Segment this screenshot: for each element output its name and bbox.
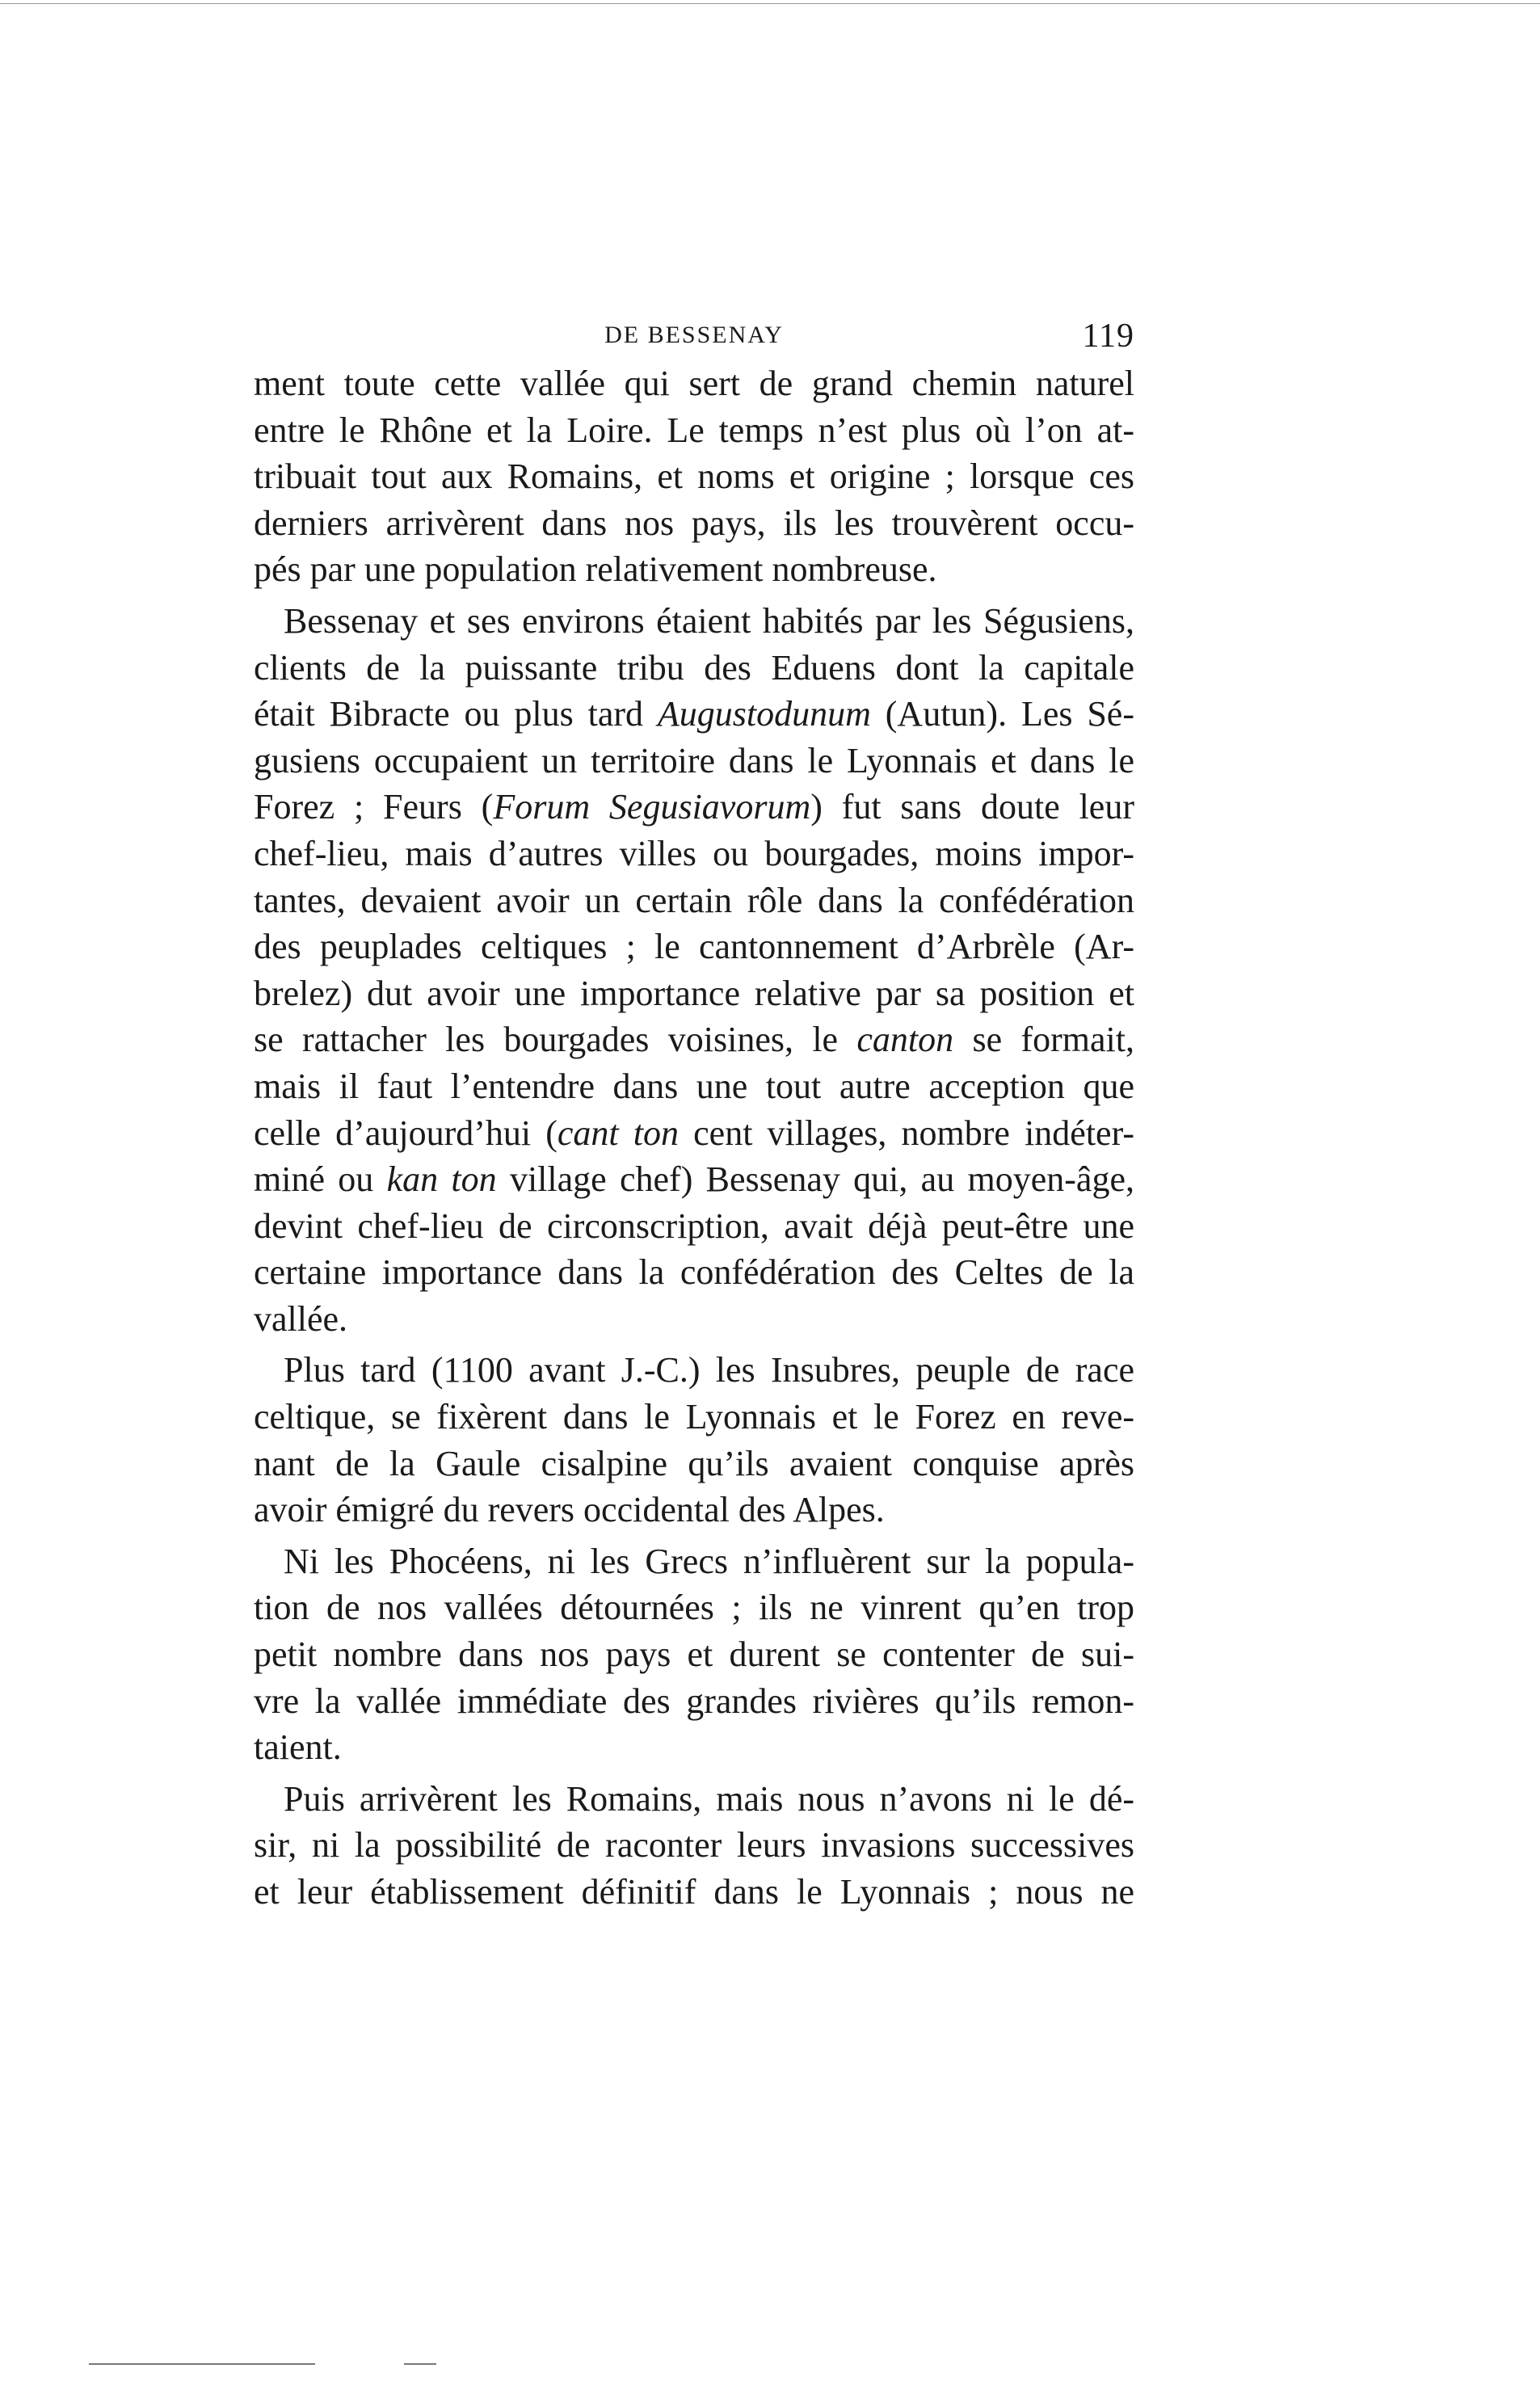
paragraph (254, 1347, 1134, 1533)
text-line: et leur établissement définitif dans le Lyonnais ; nous ne (254, 1872, 1134, 1912)
italic-term: kan ton (386, 1159, 497, 1200)
text-line: des peuplades celtiques ; le cantonnement d’Arbrèle (Ar- (254, 927, 1134, 967)
text-line: taient. (254, 1727, 342, 1768)
scan-edge-top (0, 3, 1540, 4)
text-line: tantes, devaient avoir un certain rôle dans la confédération (254, 880, 1134, 920)
text-line: gusiens occupaient un territoire dans le Lyonnais et dans le (254, 740, 1134, 780)
text-line: vre la vallée immédiate des grandes rivières qu’ils remon- (254, 1681, 1134, 1721)
text-line: ment toute cette vallée qui sert de grand chemin naturel (254, 364, 1134, 403)
text-line: Puis arrivèrent les Romains, mais nous n’avons ni le dé- (284, 1778, 1134, 1819)
text-line: brelez) dut avoir une importance relative par sa position et (254, 973, 1134, 1013)
text-line: se rattacher les bourgades voisines, le canton se formait, (254, 1020, 1134, 1060)
text-line: tion de nos vallées détournées ; ils ne vinrent qu’en trop (254, 1588, 1134, 1628)
text-line: vallée. (254, 1298, 348, 1339)
running-title: DE BESSENAY (604, 322, 784, 348)
text-line: Ni les Phocéens, ni les Grecs n’influèrent sur la popula- (284, 1541, 1134, 1581)
page-number: 119 (1082, 318, 1134, 355)
text-line: petit nombre dans nos pays et durent se contenter de sui- (254, 1634, 1134, 1675)
text-line: Plus tard (1100 avant J.-C.) les Insubres, peuple de race (284, 1350, 1134, 1390)
text-line: miné ou kan ton village chef) Bessenay qui, au moyen-âge, (254, 1159, 1134, 1200)
paragraph (254, 360, 1134, 593)
italic-term: Forum Segusiavorum (493, 787, 811, 827)
text-line: chef-lieu, mais d’autres villes ou bourgades, moins impor- (254, 833, 1134, 873)
scan-edge-bottom-mark (404, 2363, 436, 2365)
italic-term: canton (856, 1020, 954, 1060)
text-line: Bessenay et ses environs étaient habités par les Ségusiens, (284, 600, 1134, 641)
paragraph (254, 1538, 1134, 1771)
text-line: mais il faut l’entendre dans une tout autre acception que (254, 1066, 1134, 1106)
text-line: entre le Rhône et la Loire. Le temps n’est plus où l’on at- (254, 410, 1134, 450)
text-line: nant de la Gaule cisalpine qu’ils avaient conquise après (254, 1443, 1134, 1483)
text-line: tribuait tout aux Romains, et noms et origine ; lorsque ces (254, 456, 1134, 497)
text-line: était Bibracte ou plus tard Augustodunum (Autun). Les Sé- (254, 694, 1134, 734)
paragraph (254, 598, 1134, 1343)
scan-edge-bottom (89, 2363, 315, 2365)
text-line: pés par une population relativement nombreuse. (254, 549, 937, 590)
text-line: certaine importance dans la confédération des Celtes de la (254, 1252, 1134, 1293)
text-line: Forez ; Feurs (Forum Segusiavorum) fut sans doute leur (254, 787, 1134, 827)
body-text (254, 360, 1134, 1916)
italic-term: cant ton (557, 1113, 679, 1153)
text-line: sir, ni la possibilité de raconter leurs invasions successives (254, 1825, 1134, 1866)
text-line: celtique, se fixèrent dans le Lyonnais et le Forez en reve- (254, 1397, 1134, 1437)
italic-term: Augustodunum (657, 694, 871, 734)
text-line: celle d’aujourd’hui (cant ton cent villages, nombre indéter- (254, 1113, 1134, 1153)
text-line: derniers arrivèrent dans nos pays, ils les trouvèrent occu- (254, 503, 1134, 543)
running-head (254, 317, 1134, 357)
text-line: devint chef-lieu de circonscription, avait déjà peut-être une (254, 1205, 1134, 1246)
text-line: clients de la puissante tribu des Eduens dont la capitale (254, 647, 1134, 688)
book-page (254, 317, 1134, 1920)
text-line: avoir émigré du revers occidental des Alpes. (254, 1490, 885, 1530)
paragraph (254, 1776, 1134, 1916)
